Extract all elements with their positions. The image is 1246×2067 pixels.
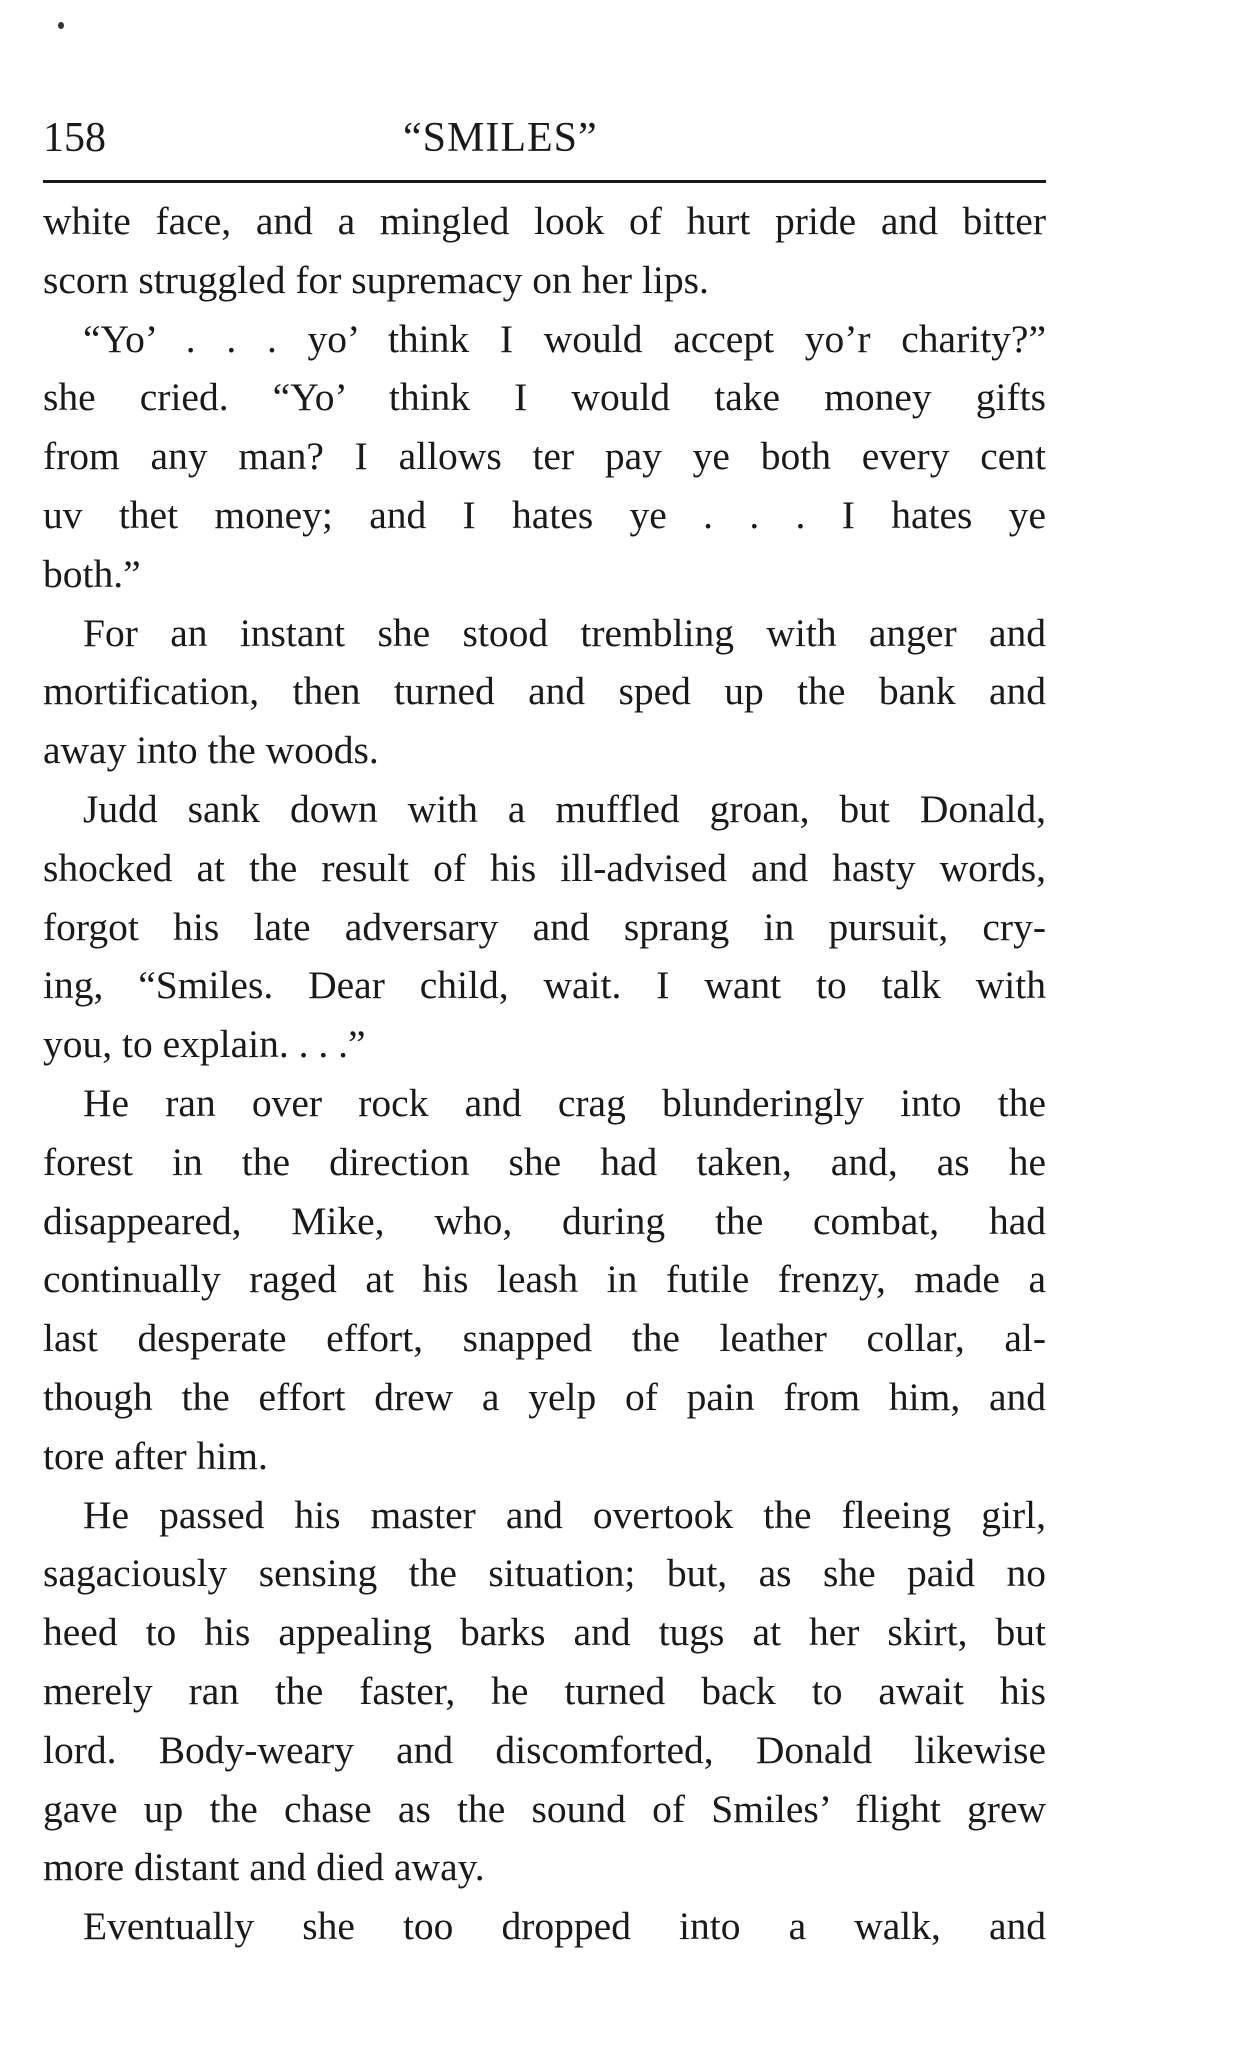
text-line: gave up the chase as the sound of Smiles’ flight grew [43, 1786, 1046, 1831]
paragraph [43, 1897, 1046, 1956]
text-line: disappeared, Mike, who, during the combat, had [43, 1198, 1046, 1243]
text-line: sagaciously sensing the situation; but, as she paid no [43, 1551, 1046, 1596]
text-line: she cried. “Yo’ think I would take money gifts [43, 375, 1046, 420]
text-line: continually raged at his leash in futile frenzy, made a [43, 1257, 1046, 1302]
paragraph [43, 780, 1046, 1074]
text-line: more distant and died away. [43, 1845, 485, 1890]
text-line: Eventually she too dropped into a walk, and [83, 1904, 1046, 1949]
page-number: 158 [43, 115, 106, 161]
text-line: ing, “Smiles. Dear child, wait. I want to talk with [43, 963, 1046, 1008]
print-speck [58, 22, 64, 29]
text-line: last desperate effort, snapped the leather collar, al- [43, 1316, 1046, 1361]
text-line: merely ran the faster, he turned back to await his [43, 1668, 1046, 1713]
text-line: uv thet money; and I hates ye . . . I hates ye [43, 492, 1046, 537]
text-line: you, to explain. . . .” [43, 1022, 366, 1067]
text-line: lord. Body-weary and discomforted, Donald likewise [43, 1727, 1046, 1772]
text-line: “Yo’ . . . yo’ think I would accept yo’r charity?” [83, 316, 1046, 361]
paragraph [43, 1486, 1046, 1898]
text-line: both.” [43, 551, 141, 596]
text-line: scorn struggled for supremacy on her lips. [43, 257, 709, 302]
text-line: white face, and a mingled look of hurt pride and bitter [43, 199, 1046, 243]
running-head [43, 108, 1046, 183]
text-line: tore after him. [43, 1433, 268, 1478]
body-text [43, 192, 1046, 1956]
text-line: shocked at the result of his ill-advised and hasty words, [43, 845, 1046, 890]
text-line: from any man? I allows ter pay ye both every cent [43, 434, 1046, 479]
text-line: Judd sank down with a muffled groan, but Donald, [83, 786, 1046, 831]
text-line: though the effort drew a yelp of pain from him, and [43, 1374, 1046, 1419]
text-line: forgot his late adversary and sprang in pursuit, cry- [43, 904, 1046, 949]
text-line: away into the woods. [43, 728, 379, 773]
paragraph [43, 1074, 1046, 1486]
text-line: He passed his master and overtook the fleeing girl, [83, 1492, 1046, 1537]
running-title: “SMILES” [403, 115, 598, 161]
paragraph [43, 310, 1046, 604]
text-line: He ran over rock and crag blunderingly into the [83, 1080, 1046, 1125]
paragraph [43, 192, 1046, 310]
text-line: For an instant she stood trembling with anger and [83, 610, 1046, 655]
paragraph [43, 604, 1046, 780]
text-line: forest in the direction she had taken, and, as he [43, 1139, 1046, 1184]
text-line: mortification, then turned and sped up the bank and [43, 669, 1046, 714]
text-line: heed to his appealing barks and tugs at her skirt, but [43, 1610, 1046, 1655]
